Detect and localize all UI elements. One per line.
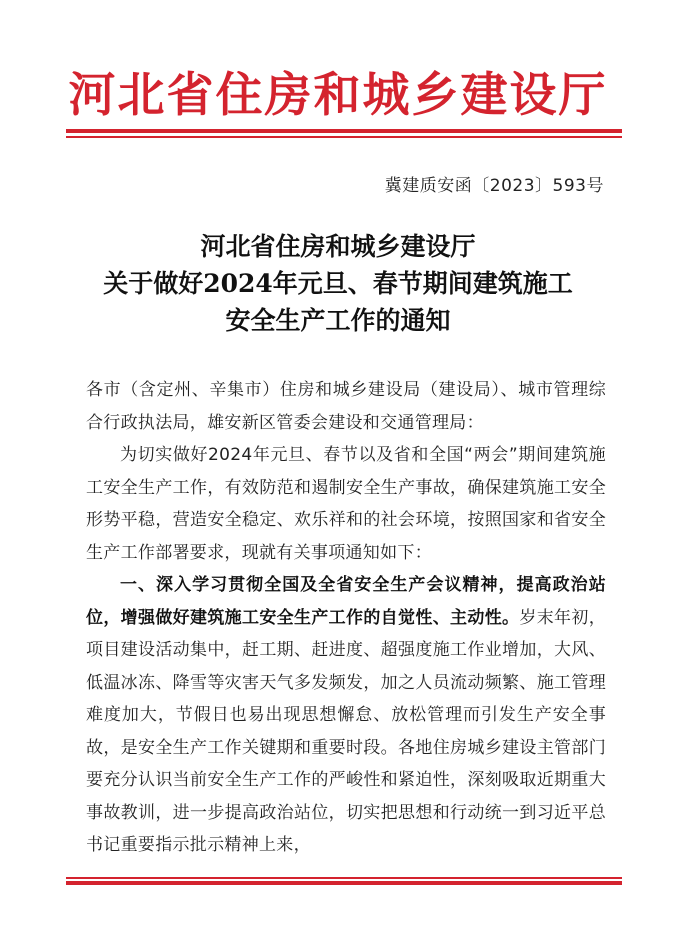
header-rule-thick xyxy=(66,129,622,133)
agency-letterhead: 河北省住房和城乡建设厅 xyxy=(68,68,608,123)
section-1-text: 岁末年初，项目建设活动集中，赶工期、赶进度、超强度施工作业增加，大风、低温冰冻、降雪等灾害天气多发频发，加之人员流动频繁、施工管理难度加大，节假日也易出现思想懈怠、放松管理而引发生产安全事故，是安全生产工作关键期和重要时段。各地住房城乡建设主管部门要充分认识当前安全生产工作的严峻性和紧迫性，深刻吸取近期重大事故教训，进一步提高政治站位，切实把思想和行动统一到习近平总书记重要指示批示精神上来， xyxy=(86,607,607,855)
title-line: 河北省住房和城乡建设厅 xyxy=(200,232,476,261)
header-rule-thin xyxy=(66,136,622,138)
salutation: 各市（含定州、辛集市）住房和城乡建设局（建设局）、城市管理综合行政执法局，雄安新区管委会建设和交通管理局： xyxy=(86,380,606,433)
document-body xyxy=(86,374,606,862)
section-1-heading: 一、深入学习贯彻全国及全省安全生产会议精神，提高政治站位，增强做好建筑施工安全生产工作的自觉性、主动性。 xyxy=(86,575,606,628)
footer-rule-thick xyxy=(66,881,622,885)
notice-title xyxy=(0,228,676,339)
section-1-paragraph xyxy=(86,569,606,862)
footer-rule-thin xyxy=(66,877,622,879)
title-line: 安全生产工作的通知 xyxy=(225,306,451,335)
title-line: 关于做好2024年元旦、春节期间建筑施工 xyxy=(103,269,573,298)
document-number: 冀建质安函〔2023〕593号 xyxy=(384,176,604,196)
intro-paragraph: 为切实做好2024年元旦、春节以及省和全国“两会”期间建筑施工安全生产工作，有效防范和遏制安全生产事故，确保建筑施工安全形势平稳，营造安全稳定、欢乐祥和的社会环境，按照国家和省安全生产工作部署要求，现就有关事项通知如下： xyxy=(86,445,606,563)
